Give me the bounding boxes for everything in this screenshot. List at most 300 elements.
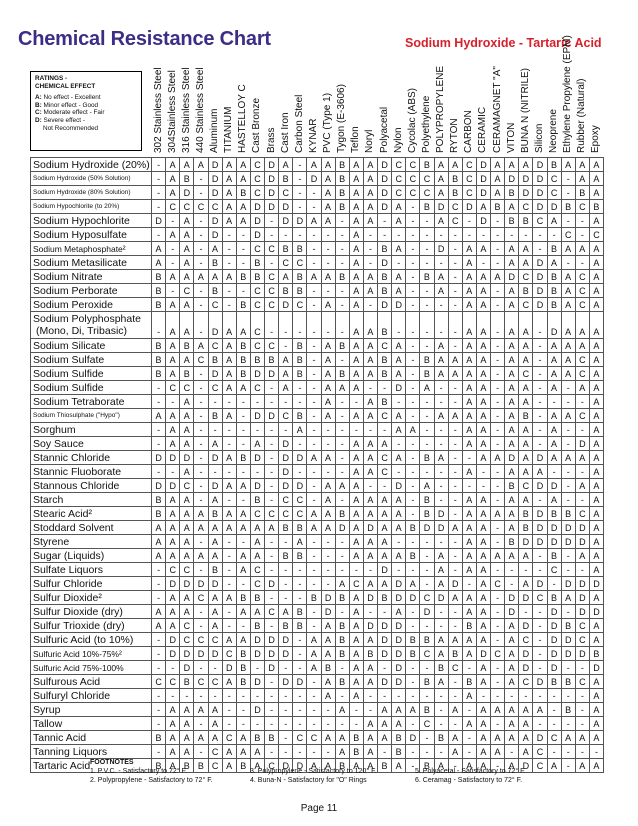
rating-cell: A [166,507,180,521]
chemical-name: Tartaric Acid [31,759,152,773]
rating-cell: - [222,703,236,717]
rating-cell: - [448,270,462,284]
rating-cell: B [378,312,392,339]
rating-cell: - [194,451,208,465]
rating-cell: C [575,409,589,423]
rating-cell: A [363,186,377,200]
rating-cell: C [519,633,533,647]
rating-cell: B [392,745,406,759]
rating-cell: A [519,256,533,270]
rating-cell: C [378,339,392,353]
rating-cell: A [321,675,335,689]
rating-cell: - [448,437,462,451]
rating-cell: - [307,563,321,577]
rating-cell: D [533,172,547,186]
chemical-name: Sulfur Dioxide² [31,591,152,605]
rating-cell: A [166,409,180,423]
rating-cell: D [505,172,519,186]
rating-cell: - [448,465,462,479]
rating-cell: - [491,214,505,228]
rating-cell: - [448,549,462,563]
rating-cell: A [561,367,575,381]
rating-cell: C [250,172,264,186]
rating-cell: A [434,186,448,200]
rating-cell: A [392,451,406,465]
rating-cell: - [293,563,307,577]
rating-cell: - [533,689,547,703]
rating-cell: A [434,158,448,172]
rating-cell: A [547,493,561,507]
rating-cell: C [250,339,264,353]
rating-cell: A [349,186,363,200]
rating-cell: - [194,242,208,256]
rating-cell: C [194,200,208,214]
rating-cell: A [476,284,490,298]
rating-cell: - [265,717,279,731]
column-header: Rubber (Natural) [576,78,588,153]
rating-cell: A [434,675,448,689]
rating-cell: D [519,619,533,633]
rating-cell: C [208,298,222,312]
rating-cell: B [279,284,293,298]
rating-cell: A [392,493,406,507]
rating-cell: - [392,312,406,339]
rating-cell: D [279,479,293,493]
rating-cell: - [335,549,349,563]
rating-cell: D [476,186,490,200]
chemical-name: Sugar (Liquids) [31,549,152,563]
rating-cell: - [293,200,307,214]
rating-cell: - [363,242,377,256]
rating-cell: - [250,395,264,409]
rating-cell: - [561,256,575,270]
rating-cell: A [505,717,519,731]
chemical-name: Syrup [31,703,152,717]
rating-cell: D [321,591,335,605]
rating-cell: A [236,605,250,619]
chemical-name: Stannic Fluoborate [31,465,152,479]
rating-cell: A [561,158,575,172]
rating-cell: D [378,200,392,214]
rating-cell: D [222,661,236,675]
rating-cell: D [279,451,293,465]
rating-cell: - [265,381,279,395]
rating-cell: A [166,312,180,339]
rating-cell: A [519,158,533,172]
rating-cell: - [533,312,547,339]
rating-cell: - [321,535,335,549]
rating-cell: - [378,689,392,703]
rating-cell: - [307,228,321,242]
rating-cell: A [589,717,603,731]
table-row [31,270,604,284]
rating-cell: A [575,479,589,493]
rating-cell: B [335,759,349,773]
rating-cell: A [406,577,420,591]
rating-cell: B [236,675,250,689]
rating-cell: B [152,507,166,521]
rating-cell: A [519,717,533,731]
rating-cell: D [194,577,208,591]
rating-cell: A [448,409,462,423]
rating-cell: - [222,437,236,451]
rating-cell: - [194,479,208,493]
rating-cell: - [448,619,462,633]
rating-cell: A [321,270,335,284]
rating-cell: A [307,214,321,228]
rating-cell: D [519,535,533,549]
rating-cell: - [194,689,208,703]
rating-cell: - [491,353,505,367]
rating-cell: D [448,577,462,591]
rating-cell: A [166,423,180,437]
rating-cell: - [561,214,575,228]
rating-cell: A [378,437,392,451]
rating-cell: A [349,759,363,773]
chemical-name: Stearic Acid² [31,507,152,521]
rating-cell: D [392,619,406,633]
rating-cell: A [222,339,236,353]
rating-cell: A [505,437,519,451]
rating-cell: A [491,270,505,284]
rating-cell: D [279,200,293,214]
rating-cell: - [265,549,279,563]
column-header: CERAMIC [477,106,489,153]
rating-cell: A [462,465,476,479]
rating-cell: - [448,242,462,256]
rating-cell: A [321,158,335,172]
rating-cell: - [434,619,448,633]
column-header: Brass [265,127,277,153]
rating-cell: D [533,200,547,214]
rating-cell: - [462,451,476,465]
rating-cell: A [349,312,363,339]
rating-cell: B [279,619,293,633]
rating-cell: D [250,228,264,242]
rating-cell: B [265,731,279,745]
rating-cell: - [307,423,321,437]
rating-cell: A [519,493,533,507]
rating-cell: A [363,535,377,549]
rating-cell: - [462,661,476,675]
table-row [31,228,604,242]
rating-cell: B [194,759,208,773]
chemical-name: Sulfur Chloride [31,577,152,591]
column-header: Ethylene Propylene (EPM) [562,35,574,153]
rating-cell: A [491,703,505,717]
rating-cell: D [208,228,222,242]
rating-cell: D [378,256,392,270]
rating-cell: B [519,521,533,535]
rating-cell: A [180,437,194,451]
rating-cell: - [491,284,505,298]
rating-cell: - [307,395,321,409]
rating-cell: D [547,200,561,214]
rating-cell: A [222,353,236,367]
rating-cell: - [222,395,236,409]
rating-cell: A [378,717,392,731]
chemical-name: Sodium Hypochlorite (to 20%) [31,200,152,214]
column-header: CARBON [463,110,475,153]
table-row [31,563,604,577]
rating-cell: - [166,214,180,228]
rating-cell: A [279,353,293,367]
rating-cell: A [180,465,194,479]
rating-cell: - [236,395,250,409]
rating-cell: C [250,298,264,312]
rating-cell: D [152,479,166,493]
rating-cell: - [448,228,462,242]
rating-cell: A [335,577,349,591]
rating-cell: - [265,256,279,270]
rating-cell: - [363,563,377,577]
rating-cell: C [378,451,392,465]
rating-cell: - [406,214,420,228]
rating-cell: B [279,549,293,563]
rating-cell: D [434,200,448,214]
rating-cell: A [363,577,377,591]
rating-cell: B [293,242,307,256]
rating-cell: - [434,437,448,451]
rating-cell: B [208,284,222,298]
rating-cell: - [293,158,307,172]
rating-cell: A [349,437,363,451]
rating-cell: D [279,675,293,689]
rating-cell: B [547,675,561,689]
rating-cell: A [462,367,476,381]
rating-cell: A [349,647,363,661]
rating-cell: D [462,200,476,214]
rating-cell: A [434,339,448,353]
rating-cell: - [236,717,250,731]
rating-cell: A [505,256,519,270]
rating-cell: - [208,395,222,409]
rating-cell: - [208,465,222,479]
rating-cell: - [166,284,180,298]
rating-cell: A [321,689,335,703]
rating-cell: - [575,745,589,759]
rating-cell: D [547,619,561,633]
rating-cell: A [166,186,180,200]
rating-cell: - [152,745,166,759]
rating-cell: - [152,689,166,703]
rating-cell: D [265,172,279,186]
rating-cell: A [208,731,222,745]
rating-cell: - [307,479,321,493]
rating-cell: B [420,451,434,465]
rating-cell: B [335,339,349,353]
rating-cell: A [505,312,519,339]
rating-cell: B [279,242,293,256]
rating-cell: - [448,675,462,689]
rating-cell: B [378,759,392,773]
rating-cell: B [434,661,448,675]
rating-cell: - [476,689,490,703]
rating-cell: D [335,521,349,535]
table-row [31,214,604,228]
rating-cell: C [250,577,264,591]
rating-cell: D [519,186,533,200]
rating-cell: B [519,507,533,521]
rating-cell: - [575,493,589,507]
rating-cell: A [321,367,335,381]
rating-cell: B [420,270,434,284]
rating-cell: - [194,535,208,549]
rating-cell: - [152,312,166,339]
rating-cell: - [491,381,505,395]
column-header: Silicon [533,123,545,153]
rating-cell: C [279,256,293,270]
rating-cell: B [448,172,462,186]
rating-cell: - [406,689,420,703]
rating-cell: A [589,619,603,633]
footnote-item: 6. Ceramag - Satisfactory to 72° F. [415,777,523,784]
rating-cell: A [363,395,377,409]
rating-cell: - [152,661,166,675]
column-header: 316 Stainless Steel [180,67,192,153]
rating-cell: - [448,563,462,577]
rating-cell: C [250,186,264,200]
rating-cell: - [561,186,575,200]
page-subtitle: Sodium Hydroxide - Tartaric Acid [405,36,602,50]
rating-cell: C [378,465,392,479]
rating-cell: B [406,633,420,647]
rating-cell: B [152,353,166,367]
rating-cell: A [505,423,519,437]
rating-cell: A [349,535,363,549]
rating-cell: C [533,745,547,759]
rating-cell: - [420,689,434,703]
rating-cell: B [448,186,462,200]
rating-cell: B [547,242,561,256]
rating-cell: A [349,619,363,633]
rating-cell: A [222,479,236,493]
rating-cell: A [476,661,490,675]
rating-cell: A [349,633,363,647]
footnote-item: 1. P.V.C. - Satisfactory to 72° F. [90,768,187,775]
rating-cell: C [279,186,293,200]
rating-cell: - [378,228,392,242]
rating-cell: A [321,759,335,773]
rating-cell: D [561,535,575,549]
rating-cell: B [335,591,349,605]
rating-cell: - [420,661,434,675]
column-header: CERAMAGNET "A" [491,66,503,153]
rating-cell: D [265,661,279,675]
rating-cell: D [476,214,490,228]
rating-cell: A [307,507,321,521]
rating-cell: C [180,479,194,493]
rating-cell: A [575,172,589,186]
chemical-name: Sodium Hypochlorite [31,214,152,228]
rating-cell: A [363,353,377,367]
rating-cell: A [349,451,363,465]
rating-cell: C [519,479,533,493]
rating-cell: - [265,214,279,228]
rating-cell: B [236,339,250,353]
rating-cell: - [491,493,505,507]
table-row [31,521,604,535]
rating-cell: D [575,521,589,535]
rating-cell: A [462,605,476,619]
rating-cell: - [293,465,307,479]
rating-cell: - [166,689,180,703]
rating-cell: B [180,675,194,689]
rating-cell: - [236,493,250,507]
rating-cell: C [208,633,222,647]
rating-cell: B [293,270,307,284]
rating-cell: D [420,605,434,619]
column-header: 304Stainless Steel [166,70,178,153]
rating-cell: - [307,549,321,563]
rating-cell: A [476,200,490,214]
rating-cell: - [420,214,434,228]
rating-cell: - [250,689,264,703]
rating-cell: - [265,451,279,465]
rating-cell: A [434,549,448,563]
chemical-name: Sulfuric Acid (to 10%) [31,633,152,647]
rating-cell: A [505,703,519,717]
rating-cell: A [589,675,603,689]
rating-cell: - [363,381,377,395]
rating-cell: - [491,717,505,731]
rating-cell: A [476,298,490,312]
rating-cell: A [476,451,490,465]
column-header: Cycolac (ABS) [406,87,418,153]
rating-cell: A [166,745,180,759]
rating-cell: A [349,521,363,535]
chemical-name: Tallow [31,717,152,731]
rating-cell: A [222,200,236,214]
table-row [31,186,604,200]
rating-cell: - [491,409,505,423]
rating-cell: B [321,661,335,675]
rating-cell: A [505,647,519,661]
rating-cell: - [533,381,547,395]
rating-cell: A [561,353,575,367]
rating-cell: A [194,703,208,717]
rating-cell: D [250,451,264,465]
rating-cell: - [547,717,561,731]
rating-cell: - [321,549,335,563]
rating-cell: A [194,158,208,172]
rating-cell: A [519,339,533,353]
rating-cell: A [363,312,377,339]
rating-cell: B [363,647,377,661]
rating-cell: B [349,745,363,759]
rating-cell: A [476,549,490,563]
table-row [31,745,604,759]
table-row [31,242,604,256]
rating-cell: - [152,395,166,409]
rating-cell: A [476,521,490,535]
rating-cell: A [307,270,321,284]
rating-cell: A [166,619,180,633]
rating-cell: B [505,479,519,493]
rating-cell: B [392,731,406,745]
rating-item: D: Severe effect - [35,116,85,124]
rating-cell: A [392,284,406,298]
rating-cell: A [194,339,208,353]
rating-cell: A [561,339,575,353]
rating-cell: C [575,619,589,633]
footnote-item: 4. Buna-N - Satisfactory for "O" Rings [250,777,367,784]
rating-cell: A [519,423,533,437]
table-row [31,367,604,381]
rating-cell: A [462,633,476,647]
rating-cell: - [236,619,250,633]
rating-cell: D [265,647,279,661]
